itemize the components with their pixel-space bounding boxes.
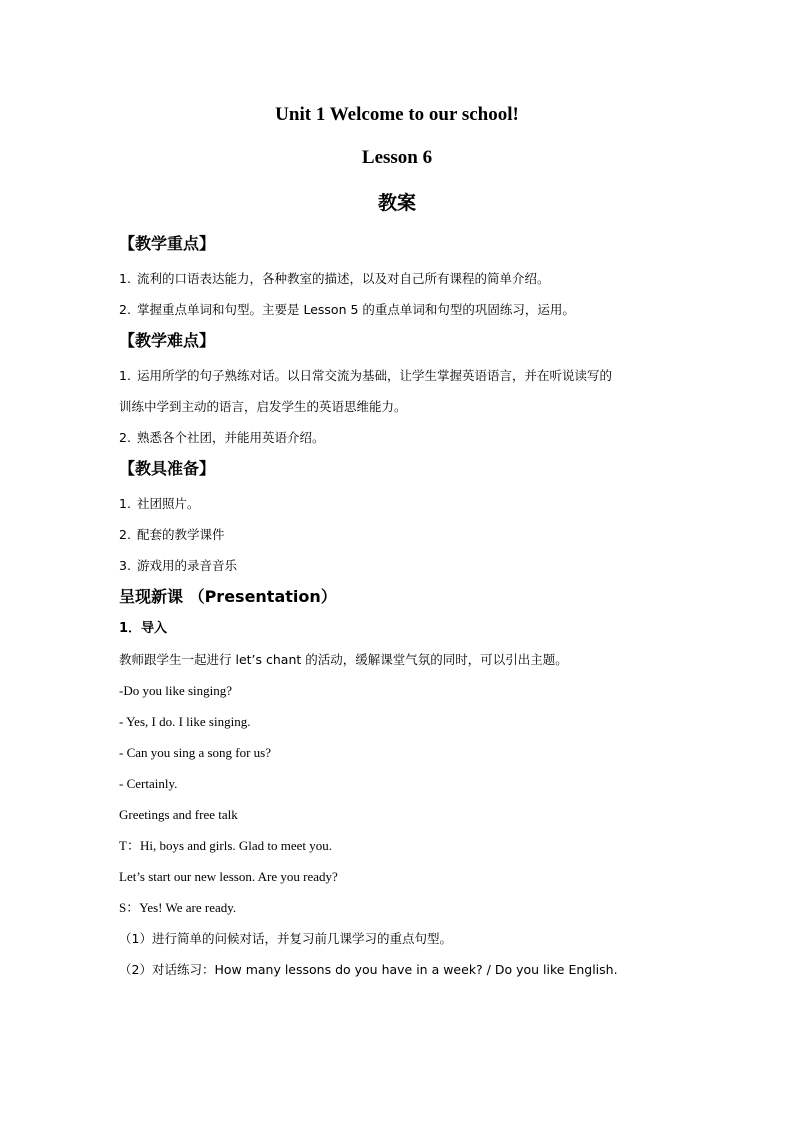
- item-text: 游戏用的录音音乐: [137, 558, 238, 573]
- item-number: 3.: [119, 558, 131, 573]
- material-item: [119, 519, 679, 550]
- unit-title: Unit 1 Welcome to our school!: [275, 104, 519, 125]
- presentation-subheading: 1．导入: [119, 621, 168, 636]
- item-text: 社团照片。: [137, 496, 200, 511]
- dialogue-line: - Certainly.: [119, 776, 178, 791]
- item-number: 2.: [119, 430, 131, 445]
- dialogue-line: - Yes, I do. I like singing.: [119, 714, 251, 729]
- document-body: [119, 228, 679, 985]
- material-item: [119, 550, 679, 581]
- difficulty-item: [119, 360, 679, 391]
- item-number: 2.: [119, 302, 131, 317]
- item-text: 熟悉各个社团，并能用英语介绍。: [137, 430, 325, 445]
- dialogue-line: Let’s start our new lesson. Are you ready?: [119, 869, 338, 884]
- item-text: 流利的口语表达能力，各种教室的描述，以及对自己所有课程的简单介绍。: [137, 271, 550, 286]
- difficulties-heading: 【教学难点】: [119, 331, 216, 350]
- key-points-heading: 【教学重点】: [119, 234, 216, 253]
- difficulty-item-continued: [119, 391, 679, 422]
- dialogue-line: S：Yes! We are ready.: [119, 900, 237, 915]
- dialogue-line: T：Hi, boys and girls. Glad to meet you.: [119, 838, 333, 853]
- dialogue-line: - Can you sing a song for us?: [119, 745, 272, 760]
- item-number: 1.: [119, 496, 131, 511]
- item-number: 2.: [119, 527, 131, 542]
- item-number: 1.: [119, 368, 131, 383]
- doc-type-title: 教案: [377, 192, 416, 214]
- item-text: 训练中学到主动的语言，启发学生的英语思维能力。: [119, 399, 407, 414]
- presentation-intro: 教师跟学生一起进行 let’s chant 的活动，缓解课堂气氛的同时，可以引出主题。: [119, 652, 568, 667]
- presentation-step: （2）对话练习：How many lessons do you have in a week? / Do you like English.: [119, 962, 618, 977]
- item-text: 掌握重点单词和句型。主要是 Lesson 5 的重点单词和句型的巩固练习，运用。: [137, 302, 575, 317]
- item-number: 1.: [119, 271, 131, 286]
- presentation-step: （1）进行简单的问候对话，并复习前几课学习的重点句型。: [119, 931, 452, 946]
- presentation-heading: 呈现新课 （Presentation）: [119, 587, 337, 606]
- materials-heading: 【教具准备】: [119, 459, 216, 478]
- key-point-item: [119, 294, 679, 325]
- difficulty-item: [119, 422, 679, 453]
- item-text: 运用所学的句子熟练对话。以日常交流为基础，让学生掌握英语语言，并在听说读写的: [137, 368, 613, 383]
- key-point-item: [119, 263, 679, 294]
- material-item: [119, 488, 679, 519]
- lesson-title: Lesson 6: [361, 147, 433, 168]
- dialogue-line: -Do you like singing?: [119, 683, 233, 698]
- dialogue-line: Greetings and free talk: [119, 807, 238, 822]
- item-text: 配套的教学课件: [137, 527, 225, 542]
